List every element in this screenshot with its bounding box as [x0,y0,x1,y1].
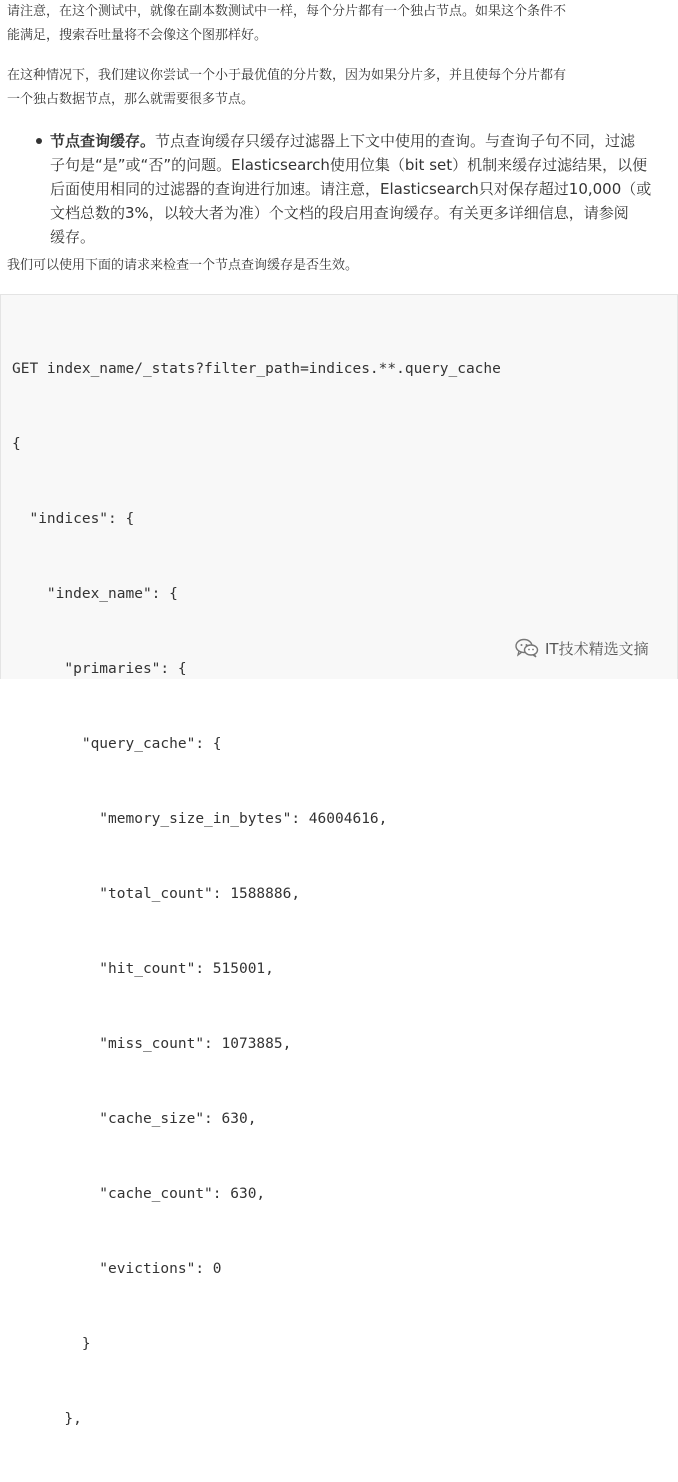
wechat-icon [515,638,539,658]
bullet-icon [36,138,42,144]
paragraph-line: 能满足，搜索吞吐量将不会像这个图那样好。 [7,28,268,43]
bullet-line: 文档总数的3%，以较大者为准）个文档的段启用查询缓存。有关更多详细信息，请参阅 [50,204,629,222]
code-line: "primaries": { [12,661,187,677]
code-line: "hit_count": 515001, [12,961,274,977]
code-line: "cache_count": 630, [12,1186,266,1202]
paragraph-line: 我们可以使用下面的请求来检查一个节点查询缓存是否生效。 [7,258,359,273]
watermark [515,637,649,659]
code-line: "memory_size_in_bytes": 46004616, [12,811,388,827]
bullet-line: 子句是“是”或“否”的问题。Elasticsearch使用位集（bit set）机制来缓存过滤结果，以便 [50,156,648,174]
bullet-line-rest: 节点查询缓存只缓存过滤器上下文中使用的查询。与查询子句不同，过滤 [155,132,636,150]
bullet-line [50,129,651,153]
paragraph-request-intro [7,254,358,278]
code-line: "miss_count": 1073885, [12,1036,292,1052]
code-line: "index_name": { [12,586,178,602]
paragraph-line: 在这种情况下，我们建议你尝试一个小于最优值的分片数，因为如果分片多，并且使每个分片都有 [7,68,567,83]
watermark-text: IT技术精选文摘 [545,639,649,658]
paragraph-line: 一个独占数据节点，那么就需要很多节点。 [7,92,255,107]
bullet-line: 后面使用相同的过滤器的查询进行加速。请注意，Elasticsearch只对保存超过10,000（或 [50,180,652,198]
code-line: } [12,1336,91,1352]
bullet-line: 缓存。 [50,228,96,246]
code-line: GET index_name/_stats?filter_path=indices.**.query_cache [12,361,501,377]
bullet-text [50,129,651,249]
code-line: "evictions": 0 [12,1261,222,1277]
paragraph-line: 请注意，在这个测试中，就像在副本数测试中一样，每个分片都有一个独占节点。如果这个条件不 [7,4,567,19]
paragraph-recommendation [7,64,566,112]
code-line: "total_count": 1588886, [12,886,301,902]
code-content [12,307,501,1482]
code-line: "indices": { [12,511,135,527]
code-line: "cache_size": 630, [12,1111,257,1127]
code-block [0,294,678,1427]
code-line: { [12,436,21,452]
code-line: "query_cache": { [12,736,222,752]
bullet-heading: 节点查询缓存。 [50,132,156,150]
code-line: }, [12,1411,82,1427]
paragraph-shard-note [7,0,566,48]
